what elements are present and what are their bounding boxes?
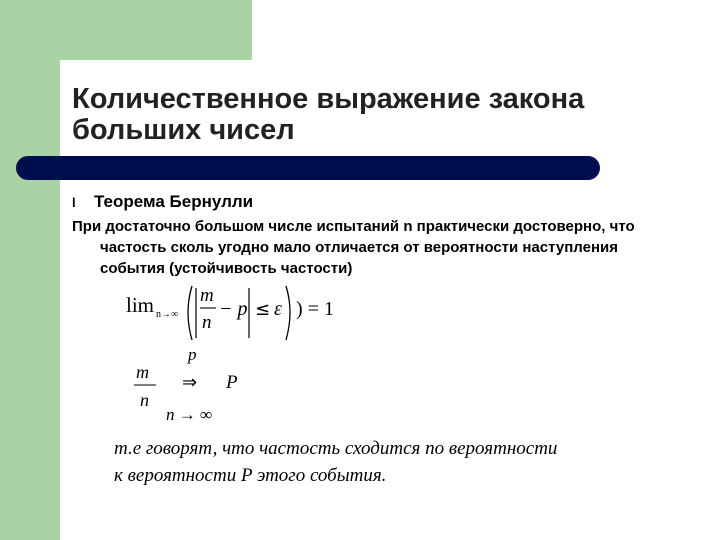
paragraph-line-2: частость сколь угодно мало отличается от вероятности наступления — [100, 239, 618, 256]
bernoulli-formula — [124, 284, 364, 344]
sidebar-decoration — [0, 0, 60, 540]
conv-over-p: p — [188, 345, 197, 364]
bullet-item — [72, 192, 253, 212]
left-paren — [188, 286, 192, 340]
paragraph-line-3: события (устойчивость частости) — [100, 260, 353, 277]
caption-line-1: т.е говорят, что частость сходится по вероятности — [114, 438, 558, 459]
bullet-text: Теорема Бернулли — [94, 192, 254, 211]
le-sign: ≤ — [255, 299, 271, 320]
conv-arrow: ⇒ — [182, 372, 198, 393]
lim-text: lim — [126, 293, 155, 317]
lim-subscript: n→∞ — [156, 309, 179, 320]
right-paren — [286, 286, 290, 340]
top-decoration — [0, 0, 252, 60]
frac-denominator: n — [202, 312, 212, 333]
frac-numerator: m — [200, 285, 214, 306]
minus-p: − p — [219, 298, 248, 320]
convergence-formula — [130, 344, 270, 424]
conv-numerator: m — [136, 362, 149, 382]
caption-line-2: к вероятности P этого события. — [114, 465, 387, 486]
equals-one: ) = 1 — [296, 298, 334, 320]
theorem-paragraph — [72, 216, 712, 279]
conv-under: n → ∞ — [166, 405, 213, 424]
title-underline-bar — [16, 156, 600, 180]
bullet-marker: l — [72, 195, 76, 210]
slide-title: Количественное выражение закона больших чисел — [72, 83, 585, 146]
paragraph-line-1: При достаточно большом числе испытаний n практически достоверно, что — [72, 218, 635, 235]
conv-denominator: n — [140, 390, 149, 410]
epsilon: ε — [274, 298, 282, 320]
conv-target: P — [226, 372, 238, 393]
